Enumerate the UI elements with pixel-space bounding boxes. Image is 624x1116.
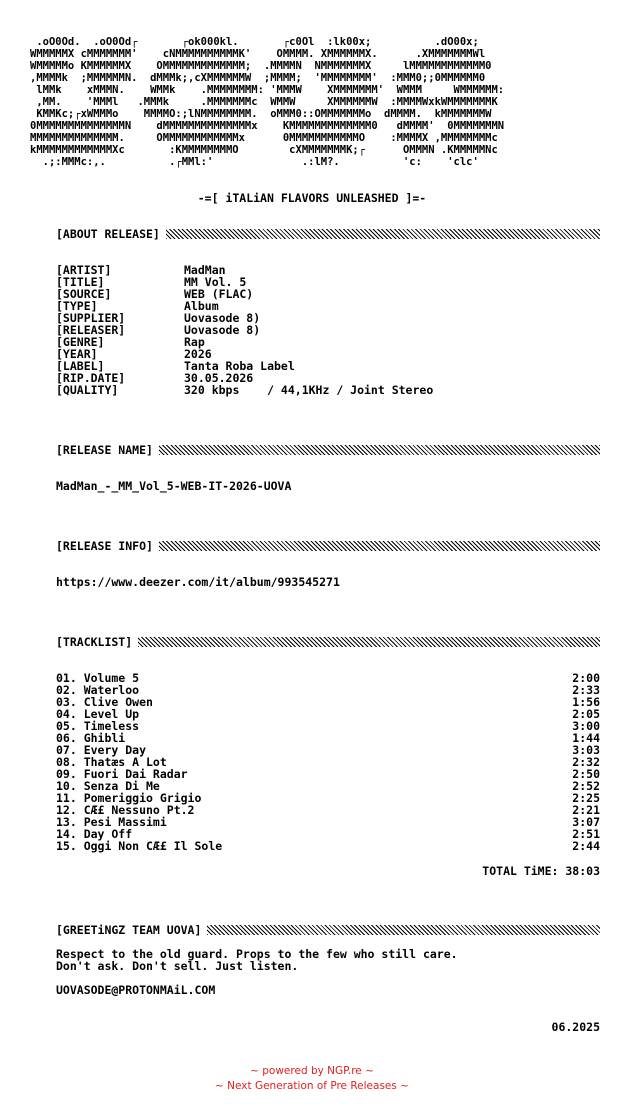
- detail-key: [LABEL]: [56, 359, 105, 373]
- detail-key: [SOURCE]: [56, 287, 112, 301]
- ascii-art-line: MMMMMMMMMMMMMM. OMMMMMMMMMMMMx 0MMMMMMMMMMMO :MMMMX ,MMMMMMMMc: [30, 132, 498, 144]
- contact-email[interactable]: UOVASODE@PROTONMAiL.COM: [56, 983, 216, 997]
- ascii-art-line: WMMMMMX cMMMMMMM' cNMMMMMMMMMMK' OMMMM. XMMMMMMX. .XMMMMMMMWl: [30, 48, 486, 60]
- detail-value: 320 kbps / 44,1KHz / Joint Stereo: [184, 383, 434, 397]
- track-row: [56, 816, 600, 828]
- track-row: [56, 840, 600, 852]
- detail-value: Tanta Roba Label: [184, 359, 295, 373]
- ascii-art-line: 0MMMMMMMMMMMMMMN dMMMMMMMMMMMMMMx KMMMMMMMMMMMMM0 dMMMM' 0MMMMMMMN: [30, 120, 505, 132]
- detail-row: [56, 324, 433, 336]
- track-time: 2:00: [572, 671, 600, 685]
- track-name: 06. Ghibli: [56, 731, 126, 745]
- detail-key: [SUPPLIER]: [56, 311, 126, 325]
- footer-powered-by: ~ powered by NGP.re ~: [250, 1065, 374, 1077]
- hatch-divider: [207, 925, 600, 935]
- hatch-divider: [138, 637, 600, 647]
- track-name: 05. Timeless: [56, 719, 140, 733]
- section-header-greetings: [56, 923, 600, 937]
- hatch-divider: [159, 445, 600, 455]
- track-name: 07. Every Day: [56, 743, 147, 757]
- track-name: 12. CÆ£ Nessuno Pt.2: [56, 803, 195, 817]
- ascii-art-line: lMMk xMMMN. WMMk .MMMMMMMM: 'MMMW XMMMMMMM' WMMM WMMMMMM:: [30, 84, 505, 96]
- tracklist: [56, 672, 600, 852]
- detail-key: [QUALITY]: [56, 383, 119, 397]
- greeting-line: Respect to the old guard. Props to the few who still care.: [56, 947, 458, 961]
- tagline: -=[ iTALiAN FLAVORS UNLEASHED ]=-: [197, 191, 427, 205]
- track-time: 2:52: [572, 779, 600, 793]
- section-header-about: [56, 227, 600, 241]
- detail-key: [YEAR]: [56, 347, 98, 361]
- detail-key: [GENRE]: [56, 335, 105, 349]
- track-time: 2:25: [572, 791, 600, 805]
- track-name: 09. Fuori Dai Radar: [56, 767, 188, 781]
- detail-row: [56, 384, 433, 396]
- track-time: 2:32: [572, 755, 600, 769]
- detail-value: 30.05.2026: [184, 371, 254, 385]
- track-time: 2:44: [572, 839, 600, 853]
- section-header-release-name: [56, 443, 600, 457]
- detail-row: [56, 288, 433, 300]
- track-name: 02. Waterloo: [56, 683, 140, 697]
- track-time: 2:50: [572, 767, 600, 781]
- track-name: 08. Thatæs A Lot: [56, 755, 167, 769]
- release-details: [56, 264, 433, 396]
- track-time: 2:33: [572, 683, 600, 697]
- section-header-tracklist: [56, 635, 600, 649]
- hatch-divider: [159, 541, 600, 551]
- detail-row: [56, 336, 433, 348]
- section-title: [RELEASE NAME]: [56, 443, 159, 457]
- detail-value: Uovasode 8): [184, 323, 261, 337]
- detail-key: [TYPE]: [56, 299, 98, 313]
- track-time: 2:21: [572, 803, 600, 817]
- track-row: [56, 720, 600, 732]
- track-name: 14. Day Off: [56, 827, 133, 841]
- detail-key: [RIP.DATE]: [56, 371, 126, 385]
- track-name: 15. Oggi Non CÆ£ Il Sole: [56, 839, 223, 853]
- detail-value: MadMan: [184, 263, 226, 277]
- total-time: TOTAL TiME: 38:03: [482, 864, 600, 878]
- section-title: [RELEASE INFO]: [56, 539, 159, 553]
- section-title: [ABOUT RELEASE]: [56, 227, 166, 241]
- greetings-text: [56, 948, 458, 996]
- track-time: 2:51: [572, 827, 600, 841]
- footer-tagline: ~ Next Generation of Pre Releases ~: [215, 1080, 409, 1092]
- track-time: 2:05: [572, 707, 600, 721]
- track-name: 01. Volume 5: [56, 671, 140, 685]
- ascii-art-line: WMMMMMo KMMMMMMX OMMMMMMMMMMMMM; .MMMMN NMMMMMMMX lMMMMMMMMMMMM0: [30, 60, 492, 72]
- detail-value: 2026: [184, 347, 212, 361]
- track-time: 1:56: [572, 695, 600, 709]
- detail-value: Album: [184, 299, 219, 313]
- ascii-art-line: .oO0Od. .oO0Od┌ ┌ok000kl. ┌c0Ol :lk00x; .dO00x;: [30, 36, 479, 48]
- greeting-line: Don't ask. Don't sell. Just listen.: [56, 959, 299, 973]
- track-time: 3:07: [572, 815, 600, 829]
- release-name: MadMan_-_MM_Vol_5-WEB-IT-2026-UOVA: [56, 479, 292, 493]
- detail-key: [TITLE]: [56, 275, 105, 289]
- release-info-link[interactable]: https://www.deezer.com/it/album/993545271: [56, 575, 340, 589]
- detail-value: MM Vol. 5: [184, 275, 247, 289]
- track-name: 04. Level Up: [56, 707, 140, 721]
- detail-key: [ARTIST]: [56, 263, 112, 277]
- ascii-art-line: kMMMMMMMMMMMMXc :KMMMMMMMMO cXMMMMMMMK;┌ OMMMN .KMMMMMNc: [30, 144, 498, 156]
- ascii-art-line: ,MMMMk ;MMMMMMN. dMMMk;,cXMMMMMMW ;MMMM; 'MMMMMMMM' :MMM0;;0MMMMMM0: [30, 72, 486, 84]
- track-time: 3:03: [572, 743, 600, 757]
- ascii-art-line: KMMKc;┌xWMMMo MMMMO:;lNMMMMMMMM. oMMM0::OMMMMMMMo dMMMM. kMMMMMMMW: [30, 108, 492, 120]
- section-title: [GREETiNGZ TEAM UOVA]: [56, 923, 207, 937]
- track-time: 1:44: [572, 731, 600, 745]
- detail-value: WEB (FLAC): [184, 287, 254, 301]
- track-time: 3:00: [572, 719, 600, 733]
- ascii-art-line: .;:MMMc:,. .┌MMl:' .:lM?. 'c: 'clc': [30, 156, 479, 168]
- detail-value: Uovasode 8): [184, 311, 261, 325]
- ascii-art-logo: [30, 36, 620, 168]
- detail-value: Rap: [184, 335, 205, 349]
- section-title: [TRACKLIST]: [56, 635, 138, 649]
- section-header-release-info: [56, 539, 600, 553]
- track-name: 11. Pomeriggio Grigio: [56, 791, 202, 805]
- ascii-art-line: ,MM. 'MMMl .MMMk .MMMMMMMc WMMW XMMMMMMW :MMMMWxkWMMMMMMMK: [30, 96, 498, 108]
- track-name: 13. Pesi Massimi: [56, 815, 167, 829]
- track-name: 03. Clive Owen: [56, 695, 153, 709]
- release-date: 06.2025: [551, 1020, 600, 1034]
- detail-key: [RELEASER]: [56, 323, 126, 337]
- hatch-divider: [166, 229, 600, 239]
- track-name: 10. Senza Di Me: [56, 779, 160, 793]
